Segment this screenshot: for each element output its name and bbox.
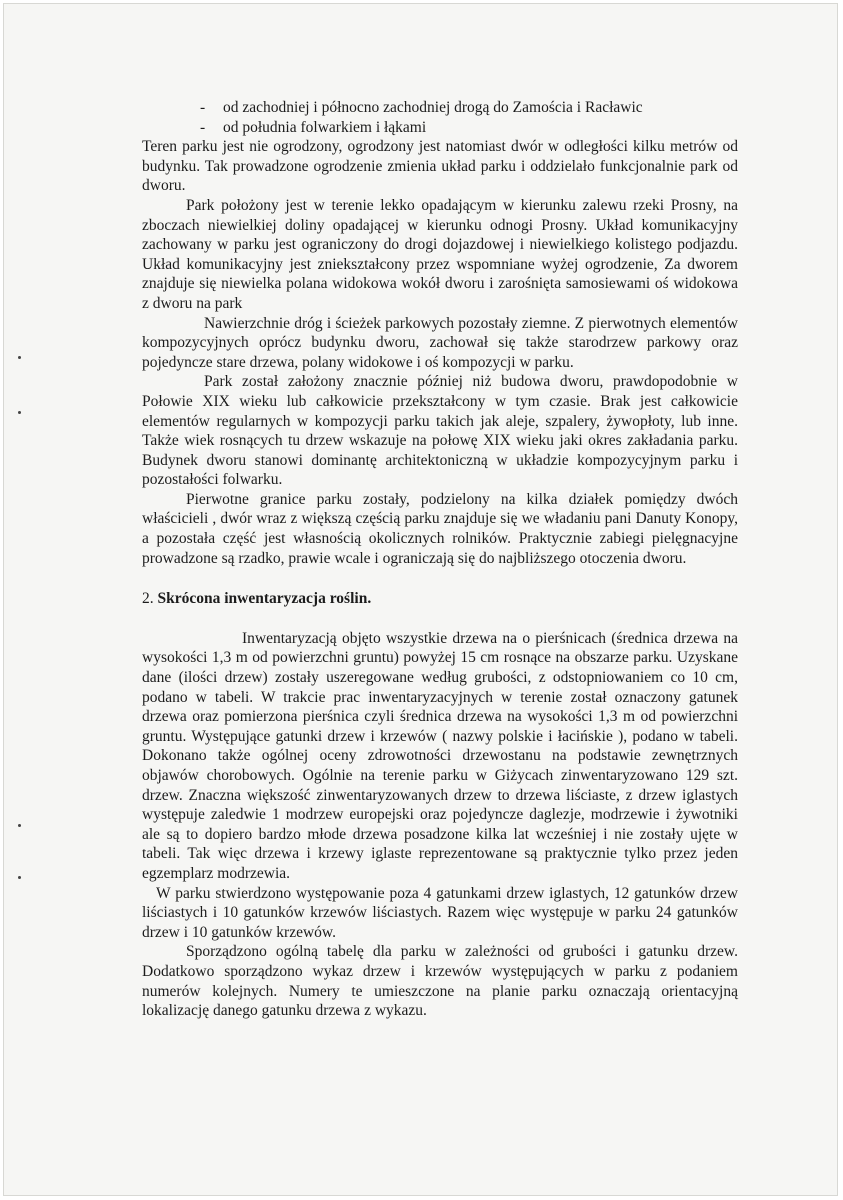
scan-mark (18, 411, 21, 414)
paragraph-terrain: Park położony jest w terenie lekko opadającym w kierunku zalewu rzeki Prosny, na zboczach niewielkiej doliny opadającej w kierunku odnogi Prosny. Układ komunikacyjny zachowany w parku jest ograniczony do drogi dojazdowej i niewielkiego kolistego podjazdu. Układ komunikacyjny jest zniekształcony przez wspomniane wyżej ogrodzenie, Za dworem znajduje się niewielka polana widokowa wokół dworu i zarośnięta samosiewami oś widokowa z dworu na park (142, 196, 738, 312)
paragraph-inventory: Inwentaryzacją objęto wszystkie drzewa na o pierśnicach (średnica drzewa na wysokości 1,3 m od powierzchni gruntu) powyżej 15 cm rosnące na obszarze parku. Uzyskane dane (ilości drzew) zostały uszeregowane według grubości, z odstopniowaniem co 10 cm, podano w tabeli. W trakcie prac inwentaryzacyjnych w terenie został oznaczony gatunek drzewa oraz pomierzona pierśnica czyli średnica drzewa na wysokości 1,3 m od powierzchni gruntu. Występujące gatunki drzew i krzewów ( nazwy polskie i łacińskie ), podano w tabeli. Dokonano także ogólnej oceny zdrowotności drzewostanu na podstawie zewnętrznych objawów chorobowych. Ogólnie na terenie parku w Giżycach zinwentaryzowano 129 szt. drzew. Znaczna większość zinwentaryzowanych drzew to drzewa liściaste, z drzew iglastych występuje zaledwie 1 modrzew europejski oraz pojedyncze daglezje, modrzewie i żywotniki ale są to dopiero bardzo młode drzewa posadzone kilka lat wcześniej i nie zostały ujęte w tabeli. Tak więc drzewa i krzewy iglaste reprezentowane są praktycznie tylko przez jeden egzemplarz modrzewia. (142, 629, 738, 882)
scan-mark (18, 824, 21, 827)
scan-mark (18, 876, 21, 879)
paragraph-boundaries: Pierwotne granice parku zostały, podzielony na kilka działek pomiędzy dwóch właścicieli , dwór wraz z większą częścią parku znajduje się we władaniu pani Danuty Konopy, a pozostała część jest własnością okolicznych rolników. Praktycznie zabiegi pielęgnacyjne prowadzone są rzadko, prawie wcale i ograniczają się do najbliższego otoczenia dworu. (142, 490, 738, 567)
paragraph-history: Park został założony znacznie później niż budowa dworu, prawdopodobnie w Połowie XIX wieku lub całkowicie przekształcony w tym czasie. Brak jest całkowicie elementów regularnych w kompozycji parku takich jak aleje, szpalery, żywopłoty, lub inne. Także wiek rosnących tu drzew wskazuje na połowę XIX wieku jaki okres zakładania parku. Budynek dworu stanowi dominantę architektoniczną w układzie kompozycyjnym parku i pozostałości folwarku. (142, 373, 738, 489)
section-number: 2. (142, 590, 154, 608)
scan-mark (18, 356, 21, 359)
bullet-item: - od południa folwarkiem i łąkami (200, 118, 427, 136)
paragraph-surfaces: Nawierzchnie dróg i ścieżek parkowych pozostały ziemne. Z pierwotnych elementów kompozycyjnych oprócz budynku dworu, zachował się także starodrzew parkowy oraz pojedyncze stare drzewa, polany widokowe i oś kompozycji w parku. (142, 314, 738, 371)
bullet-item: - od zachodniej i północno zachodniej drogą do Zamościa i Racławic (200, 99, 643, 116)
document-body (142, 98, 738, 1021)
section-title: Skrócona inwentaryzacja roślin. (157, 590, 372, 608)
paragraph-table: Sporządzono ogólną tabelę dla parku w zależności od grubości i gatunku drzew. Dodatkowo sporządzono wykaz drzew i krzewów występujących w parku z podaniem numerów kolejnych. Numery te umieszczone na planie parku oznaczają orientacyjną lokalizację danego gatunku drzewa z wykazu. (142, 943, 738, 1020)
paragraph-species: W parku stwierdzono występowanie poza 4 gatunkami drzew iglastych, 12 gatunków drzew liściastych i 10 gatunków krzewów liściastych. Razem więc występuje w parku 24 gatunków drzew i 10 gatunków krzewów. (142, 884, 738, 941)
paragraph-fence: Teren parku jest nie ogrodzony, ogrodzony jest natomiast dwór w odległości kilku metrów od budynku. Tak prowadzone ogrodzenie zmienia układ parku i oddzielało funkcjonalnie park od dworu. (142, 138, 738, 195)
section-heading (142, 589, 738, 609)
